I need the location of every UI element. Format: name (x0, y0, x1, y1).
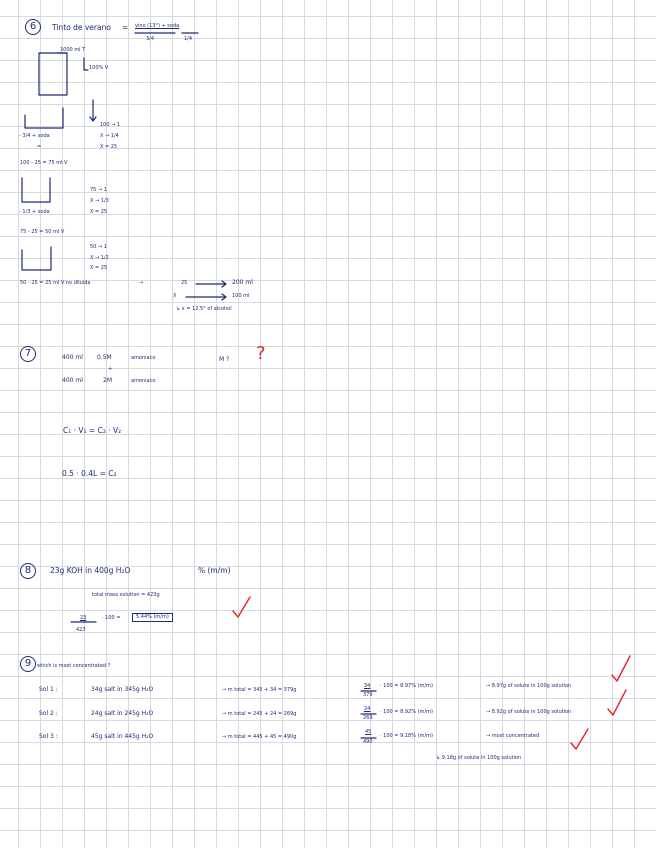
q6-step1-r3: X = 25 (100, 144, 118, 150)
q6-step2-result: 75 - 25 = 50 ml V (20, 229, 65, 235)
q9-row-given: 34g salt in 345g H₂O (91, 686, 154, 693)
q7-line2-sub: amoniaco (131, 378, 156, 384)
q6-formula-den2: 1/4 (184, 36, 193, 42)
q9-row-num: 34 (364, 683, 371, 689)
q9-red-checkmark-2 (608, 690, 626, 715)
q9-row-conclusion: → 8.92g of solute in 100g solution (486, 709, 572, 715)
q9-row-den: 379 (363, 692, 373, 698)
question-8-number: 8 (20, 563, 36, 579)
q6-container-box (39, 53, 67, 95)
q8-fraction-den: 423 (76, 627, 86, 633)
q9-question: which is most concentrated ? (37, 663, 111, 669)
question-6-number: 6 (25, 19, 41, 35)
q7-question: M ? (219, 356, 230, 363)
q9-row-num: 24 (364, 706, 371, 712)
q9-row-label: Sol 2 : (39, 710, 58, 717)
q9-row-total: → m total = 245 + 24 = 269g (222, 711, 297, 717)
q6-prop-arrow-1 (196, 281, 226, 287)
q8-fraction-num: 23 (80, 615, 87, 621)
q6-step3-r3: X = 25 (90, 265, 108, 271)
q7-red-question-mark: ? (256, 343, 266, 364)
q6-step3-beaker (22, 247, 51, 270)
q6-step1-r2: X → 1/4 (100, 133, 119, 139)
q7-line1-conc: 0.5M (97, 354, 112, 361)
q6-prop-l1: 25 (181, 280, 188, 286)
q6-title: Tinto de verano (52, 23, 111, 32)
q6-equals: = (122, 23, 129, 32)
q6-prop-r1: 200 ml (232, 279, 253, 286)
q7-line1-sub: amoniaco (131, 355, 156, 361)
q8-answer-box: 5.44% (m/m) (132, 613, 173, 622)
q6-step1-down-arrow (90, 100, 96, 121)
q7-equation-1: C₁ · V₁ = C₂ · V₂ (63, 426, 122, 435)
q9-row-given: 24g salt in 245g H₂O (91, 710, 154, 717)
q9-row-calc: · 100 = 8.92% (m/m) (380, 709, 433, 715)
q6-prop-arrow-2 (186, 294, 226, 300)
q9-row-label: Sol 3 : (39, 733, 58, 740)
q9-row-total: → m total = 445 + 45 = 490g (222, 734, 297, 740)
q9-row-conclusion: → most concentrated (486, 733, 540, 739)
q6-box-label: 1000 ml T (60, 47, 86, 53)
q9-row-total: → m total = 345 + 34 = 379g (222, 687, 297, 693)
q9-footnote: ↳ 9.18g of solute in 100g solution (436, 755, 522, 761)
q6-box-sub: 100% V (89, 65, 109, 71)
q7-line2-conc: 2M (103, 377, 112, 384)
q6-prop-r2: 100 ml (232, 293, 250, 299)
q7-line2-vol: 400 ml (62, 377, 83, 384)
q8-red-checkmark (233, 597, 250, 617)
q6-step2-beaker (22, 178, 50, 202)
q6-step1-left2: = (37, 144, 42, 150)
q6-step3-r1: 50 → 1 (90, 244, 107, 250)
q8-unit: % (m/m) (198, 566, 231, 575)
q6-container-arrow (84, 58, 88, 70)
q8-statement: 23g KOH in 400g H₂O (50, 566, 131, 575)
question-9-number: 9 (20, 656, 36, 672)
q8-times: · 100 = (102, 615, 121, 621)
q6-formula-den1: 3/4 (146, 36, 155, 42)
q9-row-den: 269 (363, 715, 373, 721)
q6-step3-r2: X → 1/2 (90, 255, 109, 261)
q6-step2-r3: X = 25 (90, 209, 108, 215)
q6-formula: vino (13°) + soda (135, 23, 180, 29)
q7-line1-vol: 400 ml (62, 354, 83, 361)
q6-step3-result: 50 - 25 = 25 ml V no diluida (20, 280, 91, 286)
q9-row-given: 45g salt in 445g H₂O (91, 733, 154, 740)
q6-step1-r1: 100 → 1 (100, 122, 121, 128)
q6-step2-left: - 1/3 + soda (19, 209, 50, 215)
question-7-number: 7 (20, 346, 36, 362)
q6-step2-r2: X → 1/3 (90, 198, 109, 204)
q6-arrow: → (139, 280, 144, 286)
q9-row-den: 490 (363, 739, 373, 745)
q6-step1-beaker (25, 108, 63, 128)
q9-row-calc: · 100 = 9.18% (m/m) (380, 733, 433, 739)
q9-row-conclusion: → 8.97g of solute in 100g solution (486, 683, 572, 689)
q9-red-checkmark-1 (612, 656, 630, 681)
q6-step2-r1: 75 → 1 (90, 187, 107, 193)
q9-row-label: Sol 1 : (39, 686, 58, 693)
q6-prop-l2: X (173, 293, 177, 299)
q6-prop-result: ↳ x = 12.5° of alcohol (176, 306, 232, 312)
q9-row-calc: · 100 = 8.97% (m/m) (380, 683, 433, 689)
q6-step1-result: 100 - 25 = 75 ml V (20, 160, 68, 166)
q8-total-mass: total mass solution = 423g (92, 592, 160, 598)
q9-red-checkmark-3 (571, 729, 588, 749)
q9-row-num: 45 (365, 729, 372, 735)
q7-equation-2: 0.5 · 0.4L = C₂ (62, 469, 117, 478)
q7-plus: + (108, 366, 113, 372)
q6-step1-left: - 3/4 + soda (19, 133, 50, 139)
